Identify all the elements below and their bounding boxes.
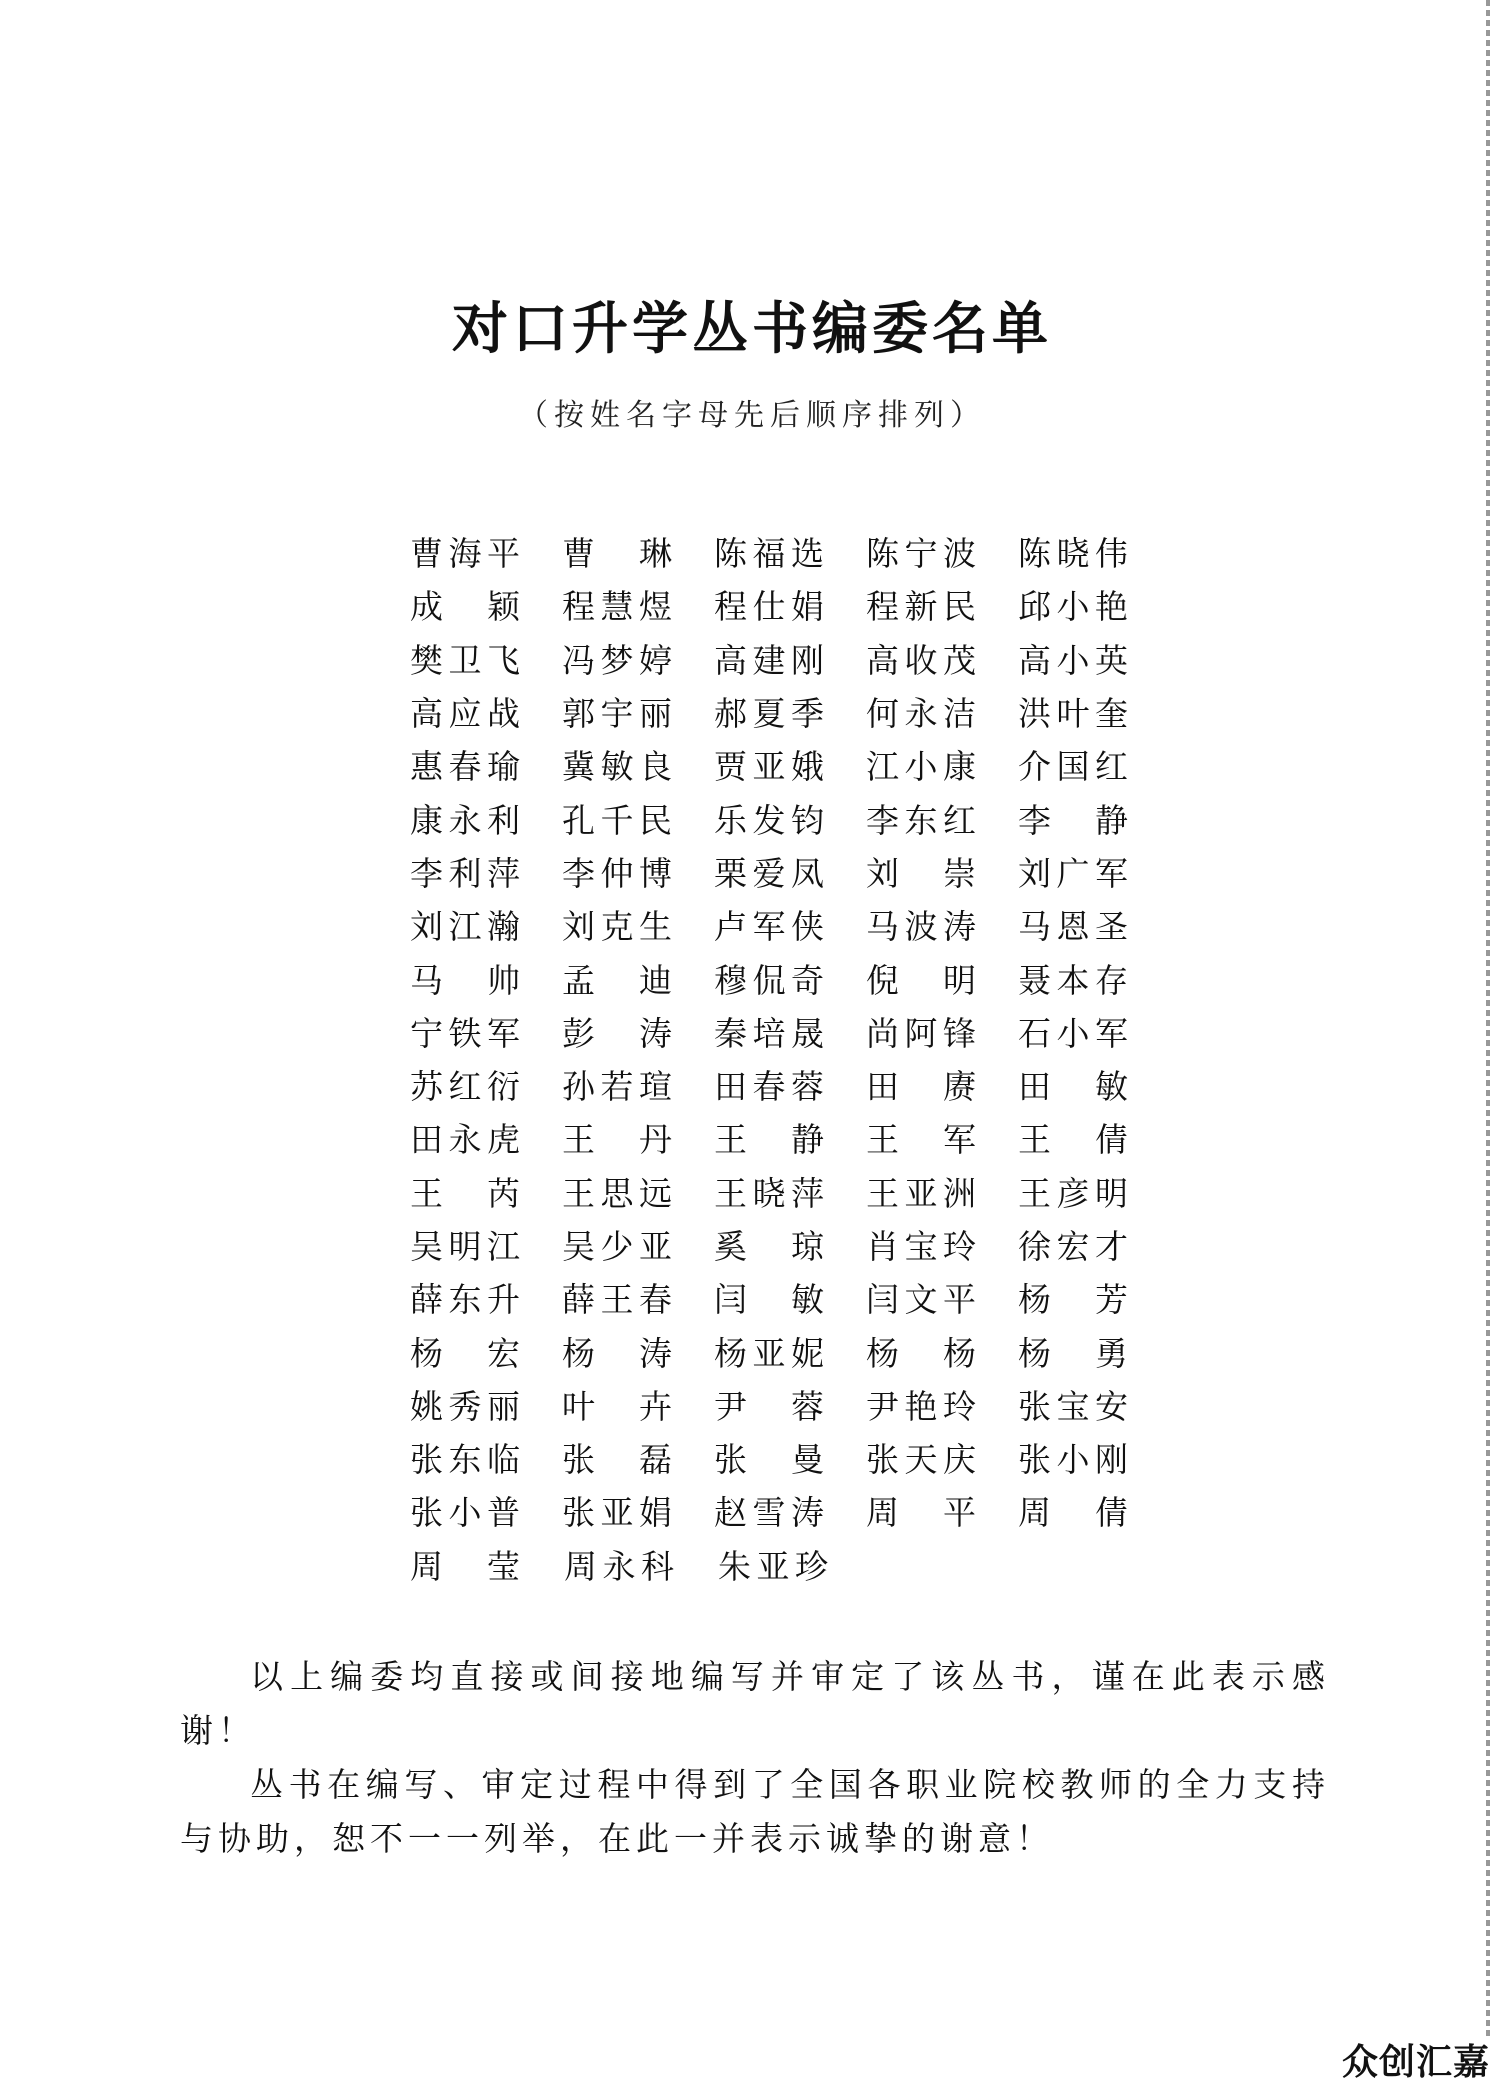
name-cell-wrap	[866, 901, 1018, 948]
committee-member-name: 马 波 涛	[866, 907, 976, 947]
committee-member-name: 高 建 刚	[714, 640, 824, 680]
committee-member-name: 周 永 科	[564, 1546, 674, 1586]
committee-member-name: 孙 若 瑄	[562, 1067, 672, 1107]
committee-member-name: 高 收 茂	[866, 640, 976, 680]
name-row	[410, 632, 1170, 685]
committee-member-name: 李 利 萍	[410, 853, 520, 893]
name-cell-wrap	[562, 1274, 714, 1321]
committee-member-name: 孔 千 民	[562, 800, 672, 840]
name-cell-wrap	[562, 795, 714, 842]
name-cell-wrap	[714, 528, 866, 575]
page-subtitle: （按姓名字母先后顺序排列）	[518, 398, 986, 433]
name-cell-wrap	[410, 1487, 562, 1534]
name-cell-wrap	[562, 635, 714, 682]
committee-member-name: 薛 东 升	[410, 1280, 520, 1320]
name-cell-wrap	[410, 688, 562, 735]
committee-member-name: 程 慧 煜	[562, 587, 672, 627]
committee-member-name: 田 敏	[1018, 1067, 1128, 1107]
name-cell-wrap	[714, 848, 866, 895]
name-row	[410, 1271, 1170, 1324]
name-cell-wrap	[1018, 635, 1170, 682]
committee-member-name: 赵 雪 涛	[714, 1493, 824, 1533]
name-cell-wrap	[866, 1061, 1018, 1108]
name-cell-wrap	[714, 1061, 866, 1108]
name-cell-wrap	[866, 1221, 1018, 1268]
committee-member-name: 宁 铁 军	[410, 1013, 520, 1053]
name-cell-wrap	[866, 1168, 1018, 1215]
committee-member-name: 惠 春 瑜	[410, 747, 520, 787]
name-cell-wrap	[714, 1168, 866, 1215]
name-cell-wrap	[1018, 1061, 1170, 1108]
name-row	[410, 1111, 1170, 1164]
name-cell-wrap	[564, 1541, 718, 1588]
name-cell-wrap	[714, 1381, 866, 1428]
name-cell-wrap	[1018, 1114, 1170, 1161]
committee-member-name: 介 国 红	[1018, 747, 1128, 787]
committee-member-name: 王 亚 洲	[866, 1173, 976, 1213]
committee-member-name: 叶 卉	[562, 1386, 672, 1426]
name-cell-wrap	[410, 795, 562, 842]
name-cell-wrap	[866, 688, 1018, 735]
committee-member-name: 乐 发 钧	[714, 800, 824, 840]
name-cell-wrap	[410, 635, 562, 682]
name-row	[410, 1324, 1170, 1377]
name-cell-wrap	[562, 1061, 714, 1108]
name-cell-wrap	[1018, 1168, 1170, 1215]
name-cell-wrap	[714, 1008, 866, 1055]
name-row	[410, 1218, 1170, 1271]
name-cell-wrap	[410, 581, 562, 628]
committee-member-name: 陈 晓 伟	[1018, 534, 1128, 574]
committee-member-name: 周 莹	[410, 1546, 520, 1586]
name-cell-wrap	[1018, 1008, 1170, 1055]
committee-member-name: 石 小 军	[1018, 1013, 1128, 1053]
committee-member-name: 樊 卫 飞	[410, 640, 520, 680]
name-row	[410, 1165, 1170, 1218]
name-cell-wrap	[866, 528, 1018, 575]
name-row	[410, 1378, 1170, 1431]
committee-member-name: 徐 宏 才	[1018, 1227, 1128, 1266]
committee-member-name: 杨 杨	[866, 1333, 976, 1373]
committee-member-name: 陈 福 选	[714, 534, 824, 574]
name-cell-wrap	[562, 1487, 714, 1534]
committee-member-name: 王 晓 萍	[714, 1173, 824, 1213]
name-cell-wrap	[562, 1328, 714, 1375]
committee-member-name: 张 曼	[714, 1440, 824, 1480]
name-cell-wrap	[410, 848, 562, 895]
committee-name-list	[410, 525, 1170, 1591]
committee-member-name: 曹 海 平	[410, 534, 520, 574]
committee-member-name: 姚 秀 丽	[410, 1386, 520, 1426]
committee-member-name: 王 彦 明	[1018, 1173, 1128, 1213]
name-row	[410, 1484, 1170, 1537]
name-cell-wrap	[1018, 688, 1170, 735]
name-cell-wrap	[714, 795, 866, 842]
name-cell-wrap	[410, 1381, 562, 1428]
committee-member-name: 肖 宝 玲	[866, 1227, 976, 1266]
name-row	[410, 1058, 1170, 1111]
name-cell-wrap	[410, 901, 562, 948]
committee-member-name: 栗 爱 凤	[714, 853, 824, 893]
name-row	[410, 1431, 1170, 1484]
committee-member-name: 郭 宇 丽	[562, 694, 672, 734]
name-cell-wrap	[866, 741, 1018, 788]
name-cell-wrap	[1018, 955, 1170, 1002]
name-cell-wrap	[714, 741, 866, 788]
committee-member-name: 贾 亚 娥	[714, 747, 824, 787]
committee-member-name: 康 永 利	[410, 800, 520, 840]
name-cell-wrap	[1018, 795, 1170, 842]
committee-member-name: 尚 阿 锋	[866, 1013, 976, 1053]
name-cell-wrap	[562, 581, 714, 628]
committee-member-name: 孟 迪	[562, 960, 672, 1000]
committee-member-name: 王 军	[866, 1120, 976, 1160]
name-cell-wrap	[714, 901, 866, 948]
name-row	[410, 898, 1170, 951]
committee-member-name: 卢 军 侠	[714, 907, 824, 947]
committee-member-name: 奚 琼	[714, 1227, 824, 1266]
name-cell-wrap	[562, 741, 714, 788]
name-cell-wrap	[718, 1541, 872, 1588]
name-cell-wrap	[866, 581, 1018, 628]
committee-member-name: 杨 涛	[562, 1333, 672, 1373]
committee-member-name: 聂 本 存	[1018, 960, 1128, 1000]
committee-member-name: 马 帅	[410, 960, 520, 1000]
name-cell-wrap	[714, 581, 866, 628]
name-cell-wrap	[866, 1487, 1018, 1534]
name-row	[410, 951, 1170, 1004]
committee-member-name: 周 倩	[1018, 1493, 1128, 1533]
name-cell-wrap	[866, 1274, 1018, 1321]
acknowledgement-paragraph-1: 以上编委均直接或间接地编写并审定了该丛书，谨在此表示感谢！	[180, 1657, 1330, 1750]
page-title: 对口升学丛书编委名单	[452, 297, 1052, 362]
committee-member-name: 田 春 蓉	[714, 1067, 824, 1107]
committee-member-name: 何 永 洁	[866, 694, 976, 734]
committee-member-name: 吴 少 亚	[562, 1227, 672, 1266]
name-cell-wrap	[714, 688, 866, 735]
committee-member-name: 穆 侃 奇	[714, 960, 824, 1000]
committee-member-name: 邱 小 艳	[1018, 587, 1128, 627]
name-cell-wrap	[714, 635, 866, 682]
committee-member-name: 杨 芳	[1018, 1280, 1128, 1320]
name-row	[410, 845, 1170, 898]
name-cell-wrap	[714, 955, 866, 1002]
name-cell-wrap	[562, 955, 714, 1002]
committee-member-name: 程 仕 娟	[714, 587, 824, 627]
name-cell-wrap	[410, 1274, 562, 1321]
name-cell-wrap	[562, 528, 714, 575]
name-cell-wrap	[866, 1434, 1018, 1481]
name-row	[410, 791, 1170, 844]
name-cell-wrap	[562, 1114, 714, 1161]
committee-member-name: 冯 梦 婷	[562, 640, 672, 680]
name-cell-wrap	[714, 1434, 866, 1481]
name-cell-wrap	[410, 1168, 562, 1215]
committee-member-name: 刘 崇	[866, 853, 976, 893]
committee-member-name: 秦 培 晟	[714, 1013, 824, 1053]
name-cell-wrap	[562, 1008, 714, 1055]
committee-member-name: 高 应 战	[410, 694, 520, 734]
committee-member-name: 杨 宏	[410, 1333, 520, 1373]
name-row	[410, 578, 1170, 631]
name-cell-wrap	[562, 688, 714, 735]
committee-member-name: 尹 艳 玲	[866, 1386, 976, 1426]
committee-member-name: 朱 亚 珍	[718, 1546, 828, 1586]
committee-member-name: 张 亚 娟	[562, 1493, 672, 1533]
name-cell-wrap	[866, 1114, 1018, 1161]
name-cell-wrap	[866, 795, 1018, 842]
committee-member-name: 闫 敏	[714, 1280, 824, 1320]
name-cell-wrap	[410, 1221, 562, 1268]
name-cell-wrap	[1018, 1434, 1170, 1481]
committee-member-name: 张 小 刚	[1018, 1440, 1128, 1480]
name-cell-wrap	[410, 1434, 562, 1481]
name-cell-wrap	[1018, 1221, 1170, 1268]
committee-member-name: 王 思 远	[562, 1173, 672, 1213]
committee-member-name: 苏 红 衍	[410, 1067, 520, 1107]
committee-member-name: 马 恩 圣	[1018, 907, 1128, 947]
name-cell-wrap	[866, 848, 1018, 895]
committee-member-name: 尹 蓉	[714, 1386, 824, 1426]
name-cell-wrap	[410, 1541, 564, 1588]
name-cell-wrap	[562, 848, 714, 895]
name-cell-wrap	[714, 1274, 866, 1321]
committee-member-name: 程 新 民	[866, 587, 976, 627]
name-row	[410, 685, 1170, 738]
name-cell-wrap	[866, 955, 1018, 1002]
name-cell-wrap	[1018, 901, 1170, 948]
name-cell-wrap	[1018, 1328, 1170, 1375]
name-row	[410, 1538, 1170, 1591]
name-cell-wrap	[410, 1114, 562, 1161]
name-cell-wrap	[714, 1114, 866, 1161]
name-cell-wrap	[410, 1061, 562, 1108]
name-cell-wrap	[410, 1008, 562, 1055]
committee-member-name: 彭 涛	[562, 1013, 672, 1053]
committee-member-name: 江 小 康	[866, 747, 976, 787]
committee-member-name: 杨 亚 妮	[714, 1333, 824, 1373]
name-cell-wrap	[1018, 1274, 1170, 1321]
name-cell-wrap	[562, 901, 714, 948]
name-cell-wrap	[1018, 1381, 1170, 1428]
committee-member-name: 成 颖	[410, 587, 520, 627]
name-cell-wrap	[410, 741, 562, 788]
acknowledgement-text	[180, 1650, 1330, 1866]
committee-member-name: 王 倩	[1018, 1120, 1128, 1160]
name-row	[410, 1005, 1170, 1058]
committee-member-name: 薛 王 春	[562, 1280, 672, 1320]
name-cell-wrap	[410, 1328, 562, 1375]
committee-member-name: 吴 明 江	[410, 1227, 520, 1266]
committee-member-name: 郝 夏 季	[714, 694, 824, 734]
name-cell-wrap	[866, 635, 1018, 682]
name-cell-wrap	[562, 1221, 714, 1268]
committee-member-name: 李 仲 博	[562, 853, 672, 893]
name-cell-wrap	[1018, 528, 1170, 575]
committee-member-name: 张 宝 安	[1018, 1386, 1128, 1426]
committee-member-name: 王 丹	[562, 1120, 672, 1160]
committee-member-name: 曹 琳	[562, 534, 672, 574]
name-cell-wrap	[410, 955, 562, 1002]
committee-member-name: 闫 文 平	[866, 1280, 976, 1320]
committee-member-name: 刘 克 生	[562, 907, 672, 947]
committee-member-name: 李 静	[1018, 800, 1128, 840]
committee-member-name: 王 静	[714, 1120, 824, 1160]
committee-member-name: 刘 江 瀚	[410, 907, 520, 947]
name-cell-wrap	[714, 1328, 866, 1375]
name-cell-wrap	[410, 528, 562, 575]
committee-member-name: 高 小 英	[1018, 640, 1128, 680]
name-cell-wrap	[714, 1221, 866, 1268]
committee-member-name: 陈 宁 波	[866, 534, 976, 574]
name-cell-wrap	[714, 1487, 866, 1534]
committee-member-name: 张 磊	[562, 1440, 672, 1480]
committee-member-name: 田 永 虎	[410, 1120, 520, 1160]
committee-member-name: 倪 明	[866, 960, 976, 1000]
committee-member-name: 张 东 临	[410, 1440, 520, 1480]
committee-member-name: 杨 勇	[1018, 1333, 1128, 1373]
committee-member-name: 张 天 庆	[866, 1440, 976, 1480]
committee-member-name: 冀 敏 良	[562, 747, 672, 787]
committee-member-name: 李 东 红	[866, 800, 976, 840]
committee-member-name: 田 赓	[866, 1067, 976, 1107]
committee-member-name: 王 芮	[410, 1173, 520, 1213]
name-row	[410, 525, 1170, 578]
committee-member-name: 周 平	[866, 1493, 976, 1533]
name-cell-wrap	[1018, 1487, 1170, 1534]
name-cell-wrap	[1018, 848, 1170, 895]
committee-member-name: 张 小 普	[410, 1493, 520, 1533]
committee-member-name: 刘 广 军	[1018, 853, 1128, 893]
watermark-logo: 众创汇嘉	[1341, 2042, 1490, 2083]
name-cell-wrap	[866, 1328, 1018, 1375]
name-row	[410, 738, 1170, 791]
name-cell-wrap	[562, 1434, 714, 1481]
name-cell-wrap	[1018, 741, 1170, 788]
name-cell-wrap	[562, 1381, 714, 1428]
acknowledgement-paragraph-2: 丛书在编写、审定过程中得到了全国各职业院校教师的全力支持与协助，恕不一一列举，在此一并表示诚挚的谢意！	[180, 1765, 1330, 1858]
committee-member-name: 洪 叶 奎	[1018, 694, 1128, 734]
name-cell-wrap	[866, 1381, 1018, 1428]
name-cell-wrap	[562, 1168, 714, 1215]
name-cell-wrap	[866, 1008, 1018, 1055]
name-cell-wrap	[1018, 581, 1170, 628]
